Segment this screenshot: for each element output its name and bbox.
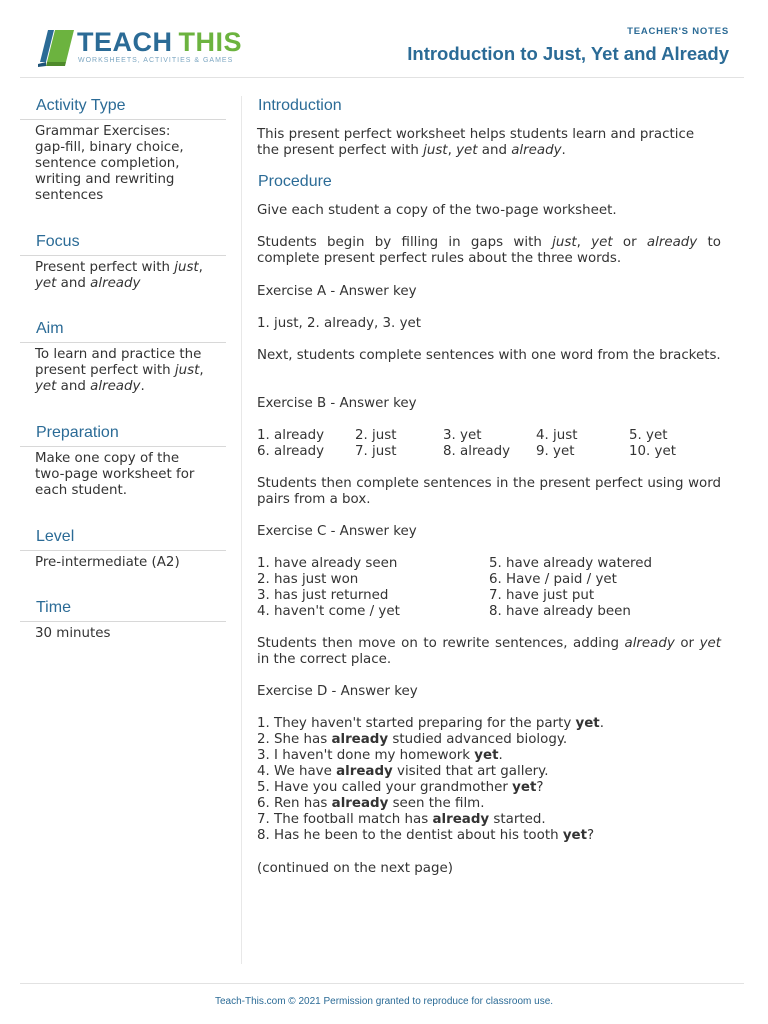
answer-text: studied advanced biology. [388, 732, 568, 747]
aim-em: just [174, 363, 200, 378]
focus-text-part: , [198, 260, 203, 275]
aim-rule [20, 342, 226, 343]
exercise-c-answers [257, 556, 727, 620]
document-title: Introduction to Just, Yet and Already [407, 43, 729, 64]
preparation-heading: Preparation [36, 424, 119, 441]
footer-copyright: Teach-This.com © 2021 Permission granted to reproduce for classroom use. [214, 996, 554, 1007]
logo-this: THIS [178, 27, 243, 57]
header-divider [20, 77, 744, 78]
p2-part: Students begin by filling in gaps with [257, 235, 553, 250]
activity-type-line: sentences [35, 188, 104, 203]
activity-type-heading: Activity Type [36, 97, 126, 114]
procedure-p1: Give each student a copy of the two-page worksheet. [257, 203, 617, 218]
preparation-line: each student. [35, 483, 127, 498]
answer-text: 4. We have [257, 764, 337, 779]
answer-text: 5. Have you called your grandmother [257, 780, 513, 795]
answer-text: 8. Has he been to the dentist about his tooth [257, 828, 563, 843]
introduction-heading: Introduction [258, 97, 342, 114]
activity-type-text [35, 124, 227, 204]
introduction-text [257, 127, 721, 159]
p2-em: just [552, 235, 577, 250]
focus-em: just [174, 260, 199, 275]
aim-text-part: , [199, 363, 204, 378]
answer-bold: yet [512, 780, 537, 795]
preparation-line: two-page worksheet for [35, 467, 195, 482]
exercise-c-left-column [257, 556, 400, 620]
aim-em: already [90, 379, 141, 394]
logo-tagline: WORKSHEETS, ACTIVITIES & GAMES [78, 57, 234, 64]
focus-em: already [90, 276, 141, 291]
preparation-line: Make one copy of the [35, 451, 180, 466]
answer-item [257, 716, 727, 732]
continued-note: (continued on the next page) [257, 861, 453, 876]
p2-part: or [612, 235, 647, 250]
answer-item [257, 732, 727, 748]
activity-type-line: Grammar Exercises: [35, 124, 171, 139]
answer-text: . [498, 748, 503, 763]
answer-text: . [599, 716, 604, 731]
procedure-p3: Next, students complete sentences with one word from the brackets. [257, 348, 721, 363]
focus-text-part: and [56, 276, 91, 291]
procedure-p2 [257, 235, 721, 267]
answer-item [257, 796, 727, 812]
exercise-a-answers: 1. just, 2. already, 3. yet [257, 316, 421, 331]
p5-part: in the correct place. [257, 652, 392, 667]
level-rule [20, 550, 226, 551]
aim-text-part: present perfect with [35, 363, 175, 378]
answer-item: 5. have already watered [489, 556, 653, 571]
p5-part: or [674, 636, 700, 651]
answer-item: 8. have already been [489, 604, 631, 619]
answer-cell: 8. already [443, 444, 511, 459]
answer-item: 6. Have / paid / yet [489, 572, 617, 587]
answer-bold: already [331, 796, 389, 811]
aim-text-part: and [56, 379, 91, 394]
answer-item [257, 780, 727, 796]
aim-heading: Aim [36, 320, 64, 337]
answer-bold: yet [575, 716, 600, 731]
intro-em: already [511, 143, 562, 158]
answer-cell: 6. already [257, 444, 325, 459]
answer-cell: 4. just [536, 428, 578, 443]
answer-item [257, 764, 727, 780]
p5-em: yet [699, 636, 722, 651]
answer-item [257, 748, 727, 764]
intro-em: just [423, 143, 448, 158]
aim-em: yet [35, 379, 57, 394]
preparation-rule [20, 446, 226, 447]
p5-em: already [624, 636, 675, 651]
focus-text-part: Present perfect with [35, 260, 175, 275]
column-divider [241, 96, 242, 964]
logo-teach: TEACH [77, 27, 173, 57]
answer-text: seen the film. [388, 796, 485, 811]
p2-part: to complete present perfect rules about the three words. [257, 235, 721, 266]
answer-text: started. [489, 812, 546, 827]
exercise-b-label: Exercise B - Answer key [257, 396, 417, 411]
procedure-p4: Students then complete sentences in the present perfect using word pairs from a box. [257, 476, 721, 507]
focus-text [35, 260, 227, 292]
footer-divider [20, 983, 744, 984]
answer-item: 3. has just returned [257, 588, 389, 603]
answer-bold: already [336, 764, 393, 779]
focus-rule [20, 255, 226, 256]
answer-text: ? [587, 828, 595, 843]
answer-text: 2. She has [257, 732, 332, 747]
answer-text: 6. Ren has [257, 796, 332, 811]
activity-type-line: gap-fill, binary choice, [35, 140, 184, 155]
answer-cell: 5. yet [629, 428, 668, 443]
answer-item [257, 828, 727, 844]
time-rule [20, 621, 226, 622]
level-text: Pre-intermediate (A2) [35, 555, 180, 570]
exercise-c-label: Exercise C - Answer key [257, 524, 417, 539]
level-heading: Level [36, 528, 75, 545]
answer-cell: 9. yet [536, 444, 575, 459]
answer-bold: yet [474, 748, 499, 763]
p5-part: Students then move on to rewrite sentences, adding [257, 636, 625, 651]
answer-bold: already [331, 732, 389, 747]
answer-item: 4. haven't come / yet [257, 604, 400, 619]
time-text: 30 minutes [35, 626, 111, 641]
answer-text: 3. I haven't done my homework [257, 748, 475, 763]
p2-part: , [576, 235, 592, 250]
p2-em: already [646, 235, 698, 250]
answer-item: 2. has just won [257, 572, 359, 587]
aim-text [35, 347, 227, 395]
answer-bold: yet [562, 828, 588, 843]
exercise-d-label: Exercise D - Answer key [257, 684, 418, 699]
exercise-b-row [257, 444, 727, 460]
exercise-d-answers [257, 716, 727, 844]
aim-text-part: . [140, 379, 145, 394]
intro-em: yet [456, 143, 478, 158]
preparation-text [35, 451, 227, 499]
p2-em: yet [591, 235, 613, 250]
focus-em: yet [35, 276, 57, 291]
answer-bold: already [432, 812, 490, 827]
answer-item: 1. have already seen [257, 556, 398, 571]
intro-part: and [477, 143, 512, 158]
answer-text: 7. The football match has [257, 812, 433, 827]
answer-cell: 7. just [355, 444, 397, 459]
answer-item [257, 812, 727, 828]
activity-type-line: sentence completion, [35, 156, 180, 171]
answer-text: visited that art gallery. [392, 764, 549, 779]
activity-type-rule [20, 119, 226, 120]
answer-text: ? [536, 780, 544, 795]
intro-part: the present perfect with [257, 143, 424, 158]
exercise-b-row [257, 428, 727, 444]
intro-part: . [561, 143, 566, 158]
answer-cell: 3. yet [443, 428, 482, 443]
introduction-line: This present perfect worksheet helps students learn and practice [257, 127, 695, 142]
answer-cell: 2. just [355, 428, 397, 443]
answer-item: 7. have just put [489, 588, 595, 603]
intro-part: , [447, 143, 457, 158]
answer-text: 1. They haven't started preparing for the party [257, 716, 576, 731]
procedure-heading: Procedure [258, 173, 332, 190]
logo-wordmark [77, 26, 242, 58]
focus-heading: Focus [36, 233, 80, 250]
answer-cell: 10. yet [629, 444, 676, 459]
book-logo-icon [36, 26, 76, 68]
aim-line: To learn and practice the [35, 347, 202, 362]
exercise-a-label: Exercise A - Answer key [257, 284, 417, 299]
time-heading: Time [36, 599, 71, 616]
answer-cell: 1. already [257, 428, 325, 443]
procedure-p5 [257, 636, 721, 668]
teachers-notes-label: TEACHER'S NOTES [627, 26, 729, 37]
activity-type-line: writing and rewriting [35, 172, 175, 187]
exercise-c-right-column [489, 556, 652, 620]
